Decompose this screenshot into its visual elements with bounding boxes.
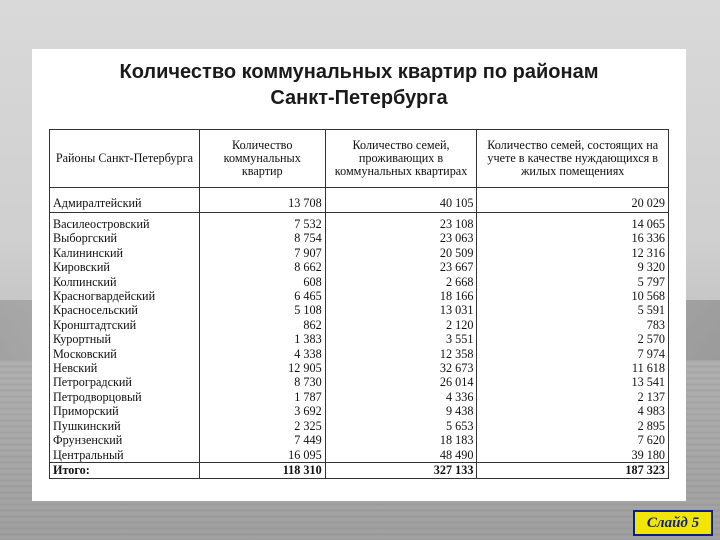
families-count: 18 183 [325, 433, 477, 447]
slide-content [32, 49, 686, 501]
waiting-count: 2 895 [477, 419, 669, 433]
waiting-count: 9 320 [477, 260, 669, 274]
waiting-count: 12 316 [477, 246, 669, 260]
waiting-count: 14 065 [477, 213, 669, 232]
families-count: 2 668 [325, 275, 477, 289]
table-row [50, 289, 669, 303]
apartments-count: 6 465 [199, 289, 325, 303]
apartments-count: 1 383 [199, 332, 325, 346]
total-apartments: 118 310 [199, 462, 325, 478]
families-count: 3 551 [325, 332, 477, 346]
families-count: 32 673 [325, 361, 477, 375]
apartments-count: 7 449 [199, 433, 325, 447]
waiting-count: 10 568 [477, 289, 669, 303]
waiting-count: 783 [477, 318, 669, 332]
district-name: Невский [50, 361, 200, 375]
table-row [50, 260, 669, 274]
waiting-count: 16 336 [477, 231, 669, 245]
table-row [50, 231, 669, 245]
families-count: 2 120 [325, 318, 477, 332]
table-row [50, 404, 669, 418]
district-name: Петродворцовый [50, 390, 200, 404]
apartments-count: 3 692 [199, 404, 325, 418]
table-row [50, 361, 669, 375]
table-row [50, 303, 669, 317]
apartments-count: 608 [199, 275, 325, 289]
waiting-count: 5 591 [477, 303, 669, 317]
districts-table [49, 129, 669, 479]
header-apartments: Количество коммунальных квартир [199, 130, 325, 188]
district-name: Кировский [50, 260, 200, 274]
table-row [50, 213, 669, 232]
title-line-1: Количество коммунальных квартир по районам [119, 61, 599, 83]
district-name: Калининский [50, 246, 200, 260]
waiting-count: 4 983 [477, 404, 669, 418]
table-total-row [50, 462, 669, 478]
families-count: 12 358 [325, 347, 477, 361]
waiting-count: 13 541 [477, 375, 669, 389]
apartments-count: 4 338 [199, 347, 325, 361]
total-families: 327 133 [325, 462, 477, 478]
waiting-count: 20 029 [477, 188, 669, 213]
apartments-count: 7 532 [199, 213, 325, 232]
families-count: 26 014 [325, 375, 477, 389]
header-families: Количество семей, проживающих в коммунальных квартирах [325, 130, 477, 188]
families-count: 23 667 [325, 260, 477, 274]
apartments-count: 12 905 [199, 361, 325, 375]
families-count: 48 490 [325, 448, 477, 463]
apartments-count: 1 787 [199, 390, 325, 404]
district-name: Пушкинский [50, 419, 200, 433]
district-name: Приморский [50, 404, 200, 418]
waiting-count: 5 797 [477, 275, 669, 289]
table-row [50, 433, 669, 447]
apartments-count: 8 730 [199, 375, 325, 389]
families-count: 20 509 [325, 246, 477, 260]
slide-number-badge: Слайд 5 [633, 510, 713, 536]
district-name: Курортный [50, 332, 200, 346]
title-line-2: Санкт-Петербурга [270, 87, 448, 109]
apartments-count: 7 907 [199, 246, 325, 260]
table-row [50, 275, 669, 289]
district-name: Василеостровский [50, 213, 200, 232]
table-row [50, 347, 669, 361]
apartments-count: 2 325 [199, 419, 325, 433]
district-name: Петроградский [50, 375, 200, 389]
table-row [50, 188, 669, 213]
apartments-count: 5 108 [199, 303, 325, 317]
waiting-count: 2 137 [477, 390, 669, 404]
district-name: Красногвардейский [50, 289, 200, 303]
table-header-row [50, 130, 669, 188]
district-name: Кронштадтский [50, 318, 200, 332]
waiting-count: 7 974 [477, 347, 669, 361]
waiting-count: 11 618 [477, 361, 669, 375]
district-name: Центральный [50, 448, 200, 463]
table-row [50, 375, 669, 389]
families-count: 40 105 [325, 188, 477, 213]
table-row [50, 246, 669, 260]
apartments-count: 8 662 [199, 260, 325, 274]
header-district: Районы Санкт-Петербурга [50, 130, 200, 188]
families-count: 13 031 [325, 303, 477, 317]
families-count: 18 166 [325, 289, 477, 303]
apartments-count: 13 708 [199, 188, 325, 213]
table-row [50, 419, 669, 433]
table-row [50, 318, 669, 332]
total-waiting: 187 323 [477, 462, 669, 478]
district-name: Выборгский [50, 231, 200, 245]
table-row [50, 448, 669, 463]
table-row [50, 390, 669, 404]
district-name: Московский [50, 347, 200, 361]
page-title [32, 59, 686, 111]
total-label: Итого: [50, 462, 200, 478]
apartments-count: 16 095 [199, 448, 325, 463]
families-count: 5 653 [325, 419, 477, 433]
families-count: 4 336 [325, 390, 477, 404]
waiting-count: 2 570 [477, 332, 669, 346]
table-row [50, 332, 669, 346]
header-waiting: Количество семей, состоящих на учете в качестве нуждающихся в жилых помещениях [477, 130, 669, 188]
district-name: Фрунзенский [50, 433, 200, 447]
waiting-count: 7 620 [477, 433, 669, 447]
waiting-count: 39 180 [477, 448, 669, 463]
families-count: 23 108 [325, 213, 477, 232]
district-name: Колпинский [50, 275, 200, 289]
apartments-count: 8 754 [199, 231, 325, 245]
apartments-count: 862 [199, 318, 325, 332]
families-count: 9 438 [325, 404, 477, 418]
district-name: Адмиралтейский [50, 188, 200, 213]
district-name: Красносельский [50, 303, 200, 317]
families-count: 23 063 [325, 231, 477, 245]
